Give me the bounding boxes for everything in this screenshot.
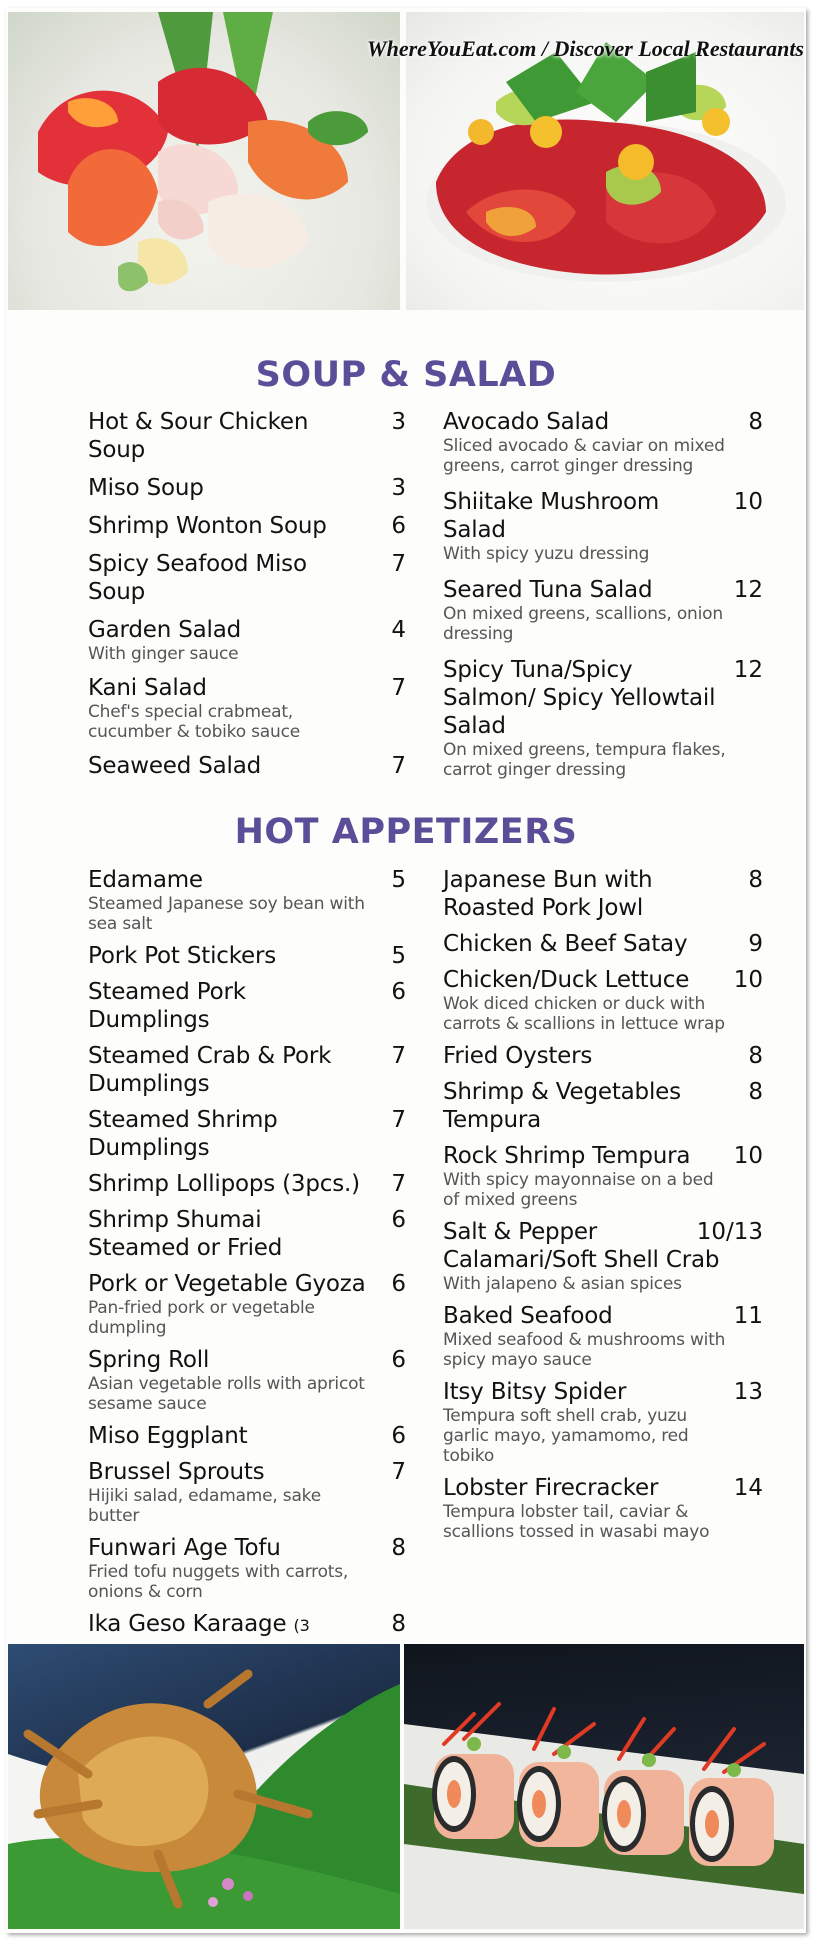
menu-item-price: 6 [391,1271,406,1297]
menu-item-description: Chef's special crabmeat, cucumber & tobiko sauce [88,702,300,742]
menu-item-description: Mixed seafood & mushrooms with spicy mayo sauce [443,1330,726,1370]
menu-item-name: Salt & Pepper Calamari/Soft Shell Crab [443,1219,720,1273]
menu-item-price: 12 [733,577,763,603]
menu-item [88,1534,406,1602]
menu-item-price: 14 [733,1475,763,1501]
menu-item-name: Japanese Bun with Roasted Pork Jowl [443,867,653,921]
menu-item [88,512,406,540]
menu-item [443,1378,763,1466]
menu-item-price: 8 [748,1079,763,1105]
menu-item [443,576,763,644]
menu-item-price: 7 [391,1043,406,1069]
menu-item-name: Itsy Bitsy Spider [443,1379,627,1405]
menu-item-description: Tempura lobster tail, caviar & scallions tossed in wasabi mayo [443,1502,710,1542]
menu-item-price: 5 [391,867,406,893]
menu-item-price: 7 [391,551,406,577]
menu-item-name: Shrimp Wonton Soup [88,513,327,539]
menu-item [443,1302,763,1370]
menu-item-price: 6 [391,513,406,539]
menu-item-price: 8 [748,1043,763,1069]
menu-item-description: Tempura soft shell crab, yuzu garlic mayo, yamamomo, red tobiko [443,1406,689,1466]
menu-item-name: Pork Pot Stickers [88,943,277,969]
menu-item [88,1106,406,1162]
menu-item-price: 4 [391,617,406,643]
menu-item-name: Funwari Age Tofu [88,1535,281,1561]
menu-item-description: Sliced avocado & caviar on mixed greens, carrot ginger dressing [443,436,725,476]
menu-item-price: 12 [733,657,763,683]
menu-item-description: Asian vegetable rolls with apricot sesame sauce [88,1374,365,1414]
menu-item-price: 7 [391,1107,406,1133]
menu-item-price: 9 [748,931,763,957]
menu-item [88,1346,406,1414]
menu-item-price: 3 [391,409,406,435]
menu-item-name: Baked Seafood [443,1303,613,1329]
menu-item [443,488,763,564]
soup-salad-left-column [88,408,406,780]
menu-page [6,8,806,1933]
menu-item [88,616,406,664]
menu-item [443,1042,763,1070]
menu-item-price: 6 [391,979,406,1005]
hot-appetizers-title: HOT APPETIZERS [234,812,578,852]
menu-item-price: 10 [733,489,763,515]
menu-item-name: Chicken/Duck Lettuce [443,967,690,993]
menu-item-name: Edamame [88,867,203,893]
menu-item [88,1458,406,1526]
menu-item-name: Seaweed Salad [88,753,262,779]
menu-item-name: Spring Roll [88,1347,210,1373]
menu-item [443,1142,763,1210]
menu-item-name: Chicken & Beef Satay [443,931,688,957]
menu-item [88,1206,406,1262]
menu-item-name: Ika Geso Karaage (3 [88,1610,406,1670]
menu-item [88,1422,406,1450]
menu-item-price: 7 [391,1459,406,1485]
menu-item-name: Seared Tuna Salad [443,577,653,603]
menu-item-price: 11 [733,1303,763,1329]
menu-item-name: Lobster Firecracker [443,1475,659,1501]
menu-item-name: Steamed Pork Dumplings [88,979,246,1033]
menu-item-price: 7 [391,675,406,701]
fried-soft-shell-crab-photo [8,1644,400,1929]
menu-item-price: 10 [733,967,763,993]
menu-item-name: Fried Oysters [443,1043,593,1069]
menu-item-price: 8 [748,409,763,435]
menu-item-name: Hot & Sour Chicken Soup [88,409,309,463]
menu-item [88,1170,406,1198]
menu-item-description: With jalapeno & asian spices [443,1274,682,1294]
menu-item-name: Pork or Vegetable Gyoza [88,1271,366,1297]
menu-item [88,978,406,1034]
menu-item-description: With ginger sauce [88,644,239,664]
watermark-text: WhereYouEat.com / Discover Local Restaurants [367,36,804,61]
menu-item [88,474,406,502]
menu-item-name: Shrimp Shumai Steamed or Fried [88,1207,283,1261]
menu-item-name: Steamed Crab & Pork Dumplings [88,1043,332,1097]
menu-item-name: Spicy Seafood Miso Soup [88,551,307,605]
menu-item-name: Shrimp & Vegetables Tempura [443,1079,681,1133]
hot-appetizers-right-column [443,866,763,1542]
menu-item-description: Hijiki salad, edamame, sake butter [88,1486,321,1526]
menu-item-price: 8 [748,867,763,893]
menu-item-price: 8 [391,1611,406,1637]
menu-item-price: 3 [391,475,406,501]
menu-item-description: With spicy mayonnaise on a bed of mixed greens [443,1170,714,1210]
soup-salad-title: SOUP & SALAD [255,355,557,395]
menu-item-price: 6 [391,1207,406,1233]
menu-item [88,942,406,970]
menu-item [443,656,763,780]
menu-item-name: Spicy Tuna/Spicy Salmon/ Spicy Yellowtail Salad [443,657,716,739]
menu-item-name: Avocado Salad [443,409,609,435]
menu-item [443,408,763,476]
menu-item [443,1474,763,1542]
soup-salad-right-column [443,408,763,780]
menu-item [88,1270,406,1338]
menu-item-description: Pan-fried pork or vegetable dumpling [88,1298,315,1338]
menu-item [443,930,763,958]
menu-item [88,408,406,464]
menu-item-name: Steamed Shrimp Dumplings [88,1107,278,1161]
menu-item-name: Brussel Sprouts [88,1459,265,1485]
menu-item-price: 13 [733,1379,763,1405]
menu-item-price: 8 [391,1535,406,1561]
menu-item-description: Steamed Japanese soy bean with sea salt [88,894,365,934]
menu-item-price: 7 [391,1171,406,1197]
menu-item-description: Wok diced chicken or duck with carrots & scallions in lettuce wrap [443,994,725,1034]
menu-item [88,1042,406,1098]
menu-item-price: 10 [733,1143,763,1169]
hot-appetizers-left-column [88,866,406,1670]
menu-item-description: On mixed greens, tempura flakes, carrot ginger dressing [443,740,726,780]
menu-item-price: 6 [391,1423,406,1449]
menu-item-description: On mixed greens, scallions, onion dressing [443,604,723,644]
menu-item-price: 6 [391,1347,406,1373]
sushi-roll-photo [404,1644,804,1929]
menu-item-name: Kani Salad [88,675,207,701]
menu-item [443,966,763,1034]
menu-item-price: 5 [391,943,406,969]
menu-item-price: 7 [391,753,406,779]
menu-item-name: Shiitake Mushroom Salad [443,489,660,543]
menu-item [88,866,406,934]
menu-item-description: With spicy yuzu dressing [443,544,650,564]
menu-item [443,866,763,922]
menu-item-name: Miso Soup [88,475,204,501]
menu-item-name: Rock Shrimp Tempura [443,1143,691,1169]
menu-item [88,550,406,606]
menu-item-name: Miso Eggplant [88,1423,248,1449]
menu-item-note: (3 [293,1616,310,1635]
menu-item [88,674,406,742]
menu-item [88,752,406,780]
menu-item-description: Fried tofu nuggets with carrots, onions & corn [88,1562,349,1602]
menu-item [443,1078,763,1134]
menu-item-name: Shrimp Lollipops (3pcs.) [88,1171,360,1197]
menu-item-price: 10/13 [696,1219,763,1245]
menu-item-name: Garden Salad [88,617,241,643]
menu-item [443,1218,763,1294]
